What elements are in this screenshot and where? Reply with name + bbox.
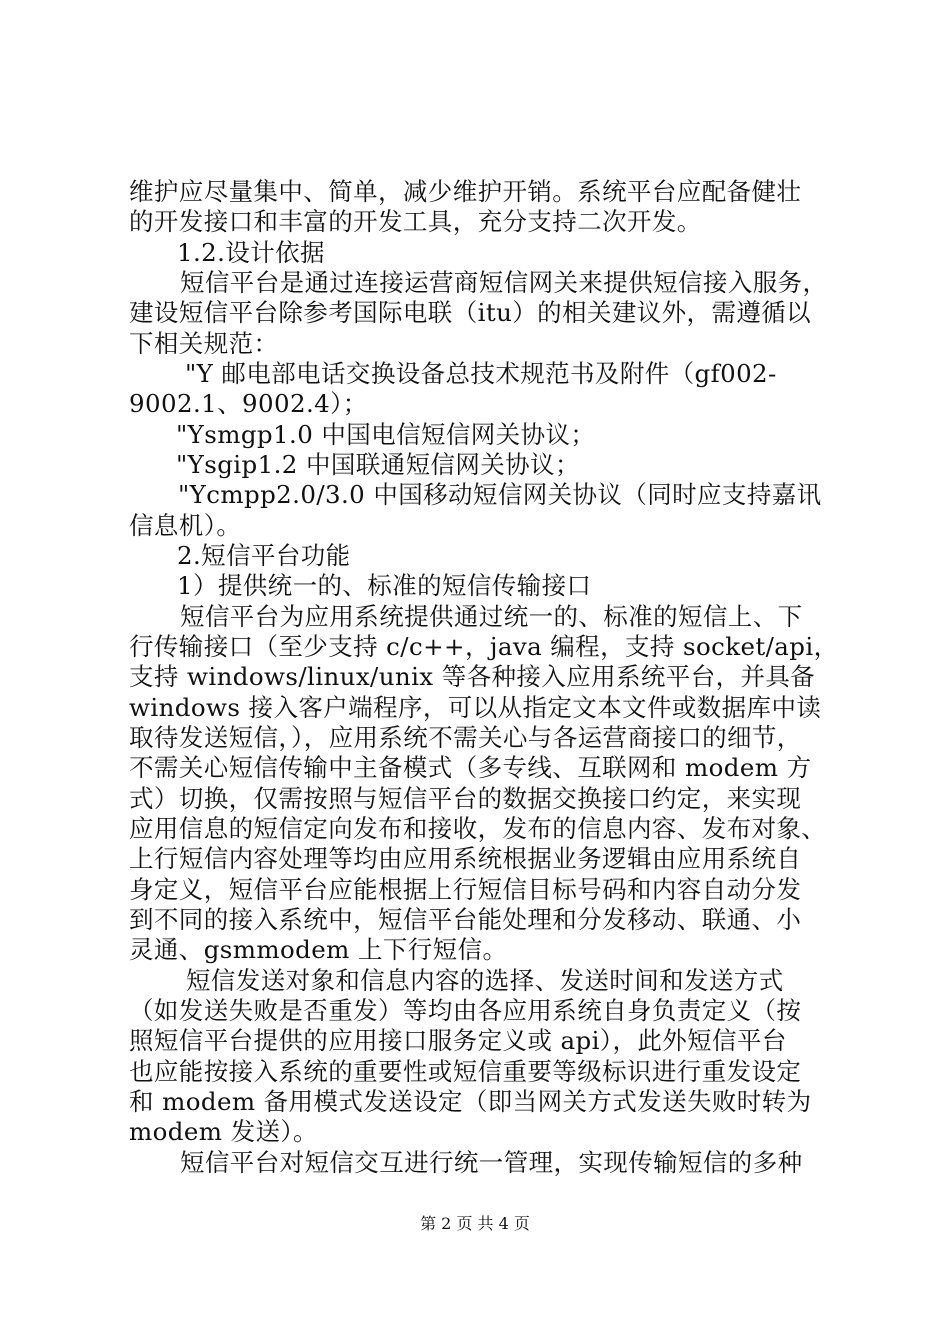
text-line: 短信平台对短信交互进行统一管理，实现传输短信的多种: [180, 1148, 803, 1177]
list-item: "Ysgip1.2 中国联通短信网关协议；: [176, 450, 580, 479]
text-line: 短信平台为应用系统提供通过统一的、标准的短信上、下: [180, 602, 803, 631]
text-line: 式）切换，仅需按照与短信平台的数据交换接口约定，来实现: [129, 784, 802, 813]
section-heading: 2.短信平台功能: [177, 541, 351, 570]
text-line: 也应能按接入系统的重要性或短信重要等级标识进行重发设定: [129, 1057, 802, 1086]
text-line: 9002.1、9002.4）；: [129, 389, 368, 418]
text-line: 上行短信内容处理等均由应用系统根据业务逻辑由应用系统自: [129, 844, 802, 873]
text-line: 的开发接口和丰富的开发工具，充分支持二次开发。: [129, 207, 702, 236]
text-line: 灵通、gsmmodem 上下行短信。: [129, 935, 508, 964]
list-item: "Ysmgp1.0 中国电信短信网关协议；: [176, 420, 596, 449]
text-line: 短信平台是通过连接运营商短信网关来提供短信接入服务，: [180, 268, 828, 297]
text-line: 取待发送短信，），应用系统不需关心与各运营商接口的细节，: [129, 723, 802, 752]
text-line: modem 发送）。: [129, 1117, 318, 1146]
text-line: 维护应尽量集中、简单，减少维护开销。系统平台应配备健壮: [129, 177, 802, 206]
text-line: 信息机）。: [129, 511, 242, 540]
text-line: 和 modem 备用模式发送设定（即当网关方式发送失败时转为: [129, 1087, 812, 1116]
text-line: （如发送失败是否重发）等均由各应用系统自身负责定义（按: [129, 996, 802, 1025]
text-line: 应用信息的短信定向发布和接收，发布的信息内容、发布对象、: [129, 814, 827, 843]
text-line: 不需关心短信传输中主备模式（多专线、互联网和 modem 方: [129, 753, 812, 782]
page-number-footer: 第 2 页 共 4 页: [420, 1214, 530, 1233]
section-heading: 1.2.设计依据: [177, 238, 325, 267]
text-line: 身定义，短信平台应能根据上行短信目标号码和内容自动分发: [129, 875, 802, 904]
list-item: "Ycmpp2.0/3.0 中国移动短信网关协议（同时应支持嘉讯: [178, 480, 822, 509]
text-line: 下相关规范：: [129, 329, 279, 358]
list-item: "Y 邮电部电话交换设备总技术规范书及附件（gf002-: [185, 359, 777, 388]
text-line: 照短信平台提供的应用接口服务定义或 api），此外短信平台: [129, 1026, 787, 1055]
text-line: 短信发送对象和信息内容的选择、发送时间和发送方式: [186, 966, 784, 995]
text-line: 行传输接口（至少支持 c/c++，java 编程，支持 socket/api，: [129, 632, 839, 661]
text-line: windows 接入客户端程序，可以从指定文本文件或数据库中读: [129, 693, 822, 722]
text-line: 支持 windows/linux/unix 等各种接入应用系统平台，并具备: [129, 662, 816, 691]
text-line: 到不同的接入系统中，短信平台能处理和分发移动、联通、小: [129, 905, 802, 934]
text-line: 建设短信平台除参考国际电联（itu）的相关建议外，需遵循以: [129, 298, 812, 327]
subsection-heading: 1）提供统一的、标准的短信传输接口: [177, 571, 592, 600]
